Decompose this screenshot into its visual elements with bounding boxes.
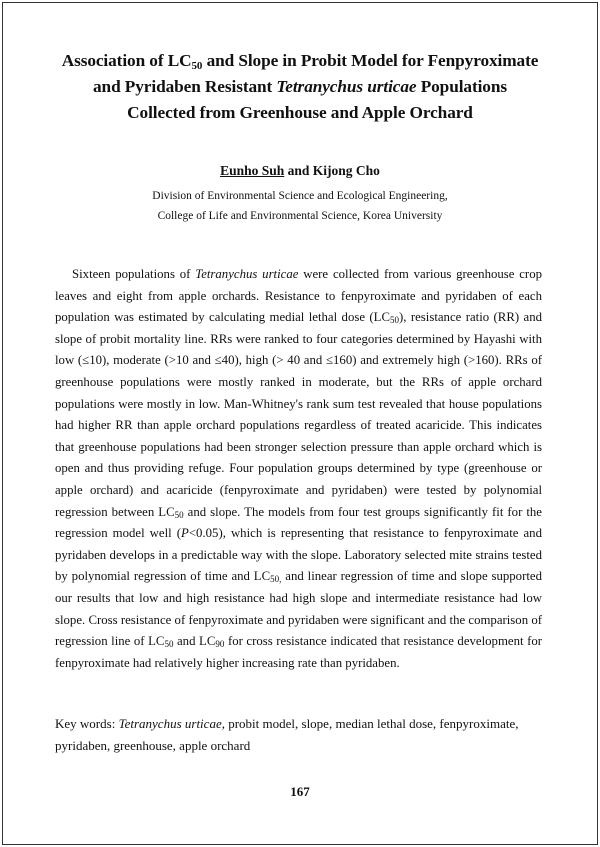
abstract-text: Sixteen populations of [72,267,196,281]
title-text: Association of LC [61,51,192,70]
title-species: Tetranychus urticae [276,77,417,96]
title-text: and Pyridaben Resistant [93,77,277,96]
title-line-3: Collected from Greenhouse and Apple Orchard [127,103,473,122]
title-line-2 [40,74,560,100]
abstract-text: were collected from various greenhouse crop leaves and eight from apple orchards. Resistance to fenpyroximate and pyridaben of each population was estimated by calculating medial lethal dose (LC [55,267,542,325]
abstract-text: and slope. The models from four test groups significantly fit for the regression model well ( [55,504,542,541]
abstract-subscript: 50 [174,509,184,520]
abstract-subscript: 50 [390,315,400,326]
abstract-subscript: 50 [164,639,174,650]
affiliation-line-2: College of Life and Environmental Science, Korea University [157,210,443,222]
abstract-text: for cross resistance indicated that resistance development for fenpyroximate had relatively higher increasing rate than pyridaben. [55,634,543,670]
keywords-species: Tetranychus urticae, [118,716,225,731]
author-joiner: and [284,163,313,178]
title-text: Populations [416,77,507,96]
title-subscript: 50 [191,60,203,72]
affiliation [0,186,600,226]
author-first: Eunho Suh [220,163,285,178]
abstract [55,264,542,674]
paper-title [40,48,560,126]
affiliation-line-1: Division of Environmental Science and Ecological Engineering, [152,190,448,202]
keywords [55,713,542,757]
abstract-text: and linear regression of time and slope supported our results that low and high resistance had high slope and intermediate resistance had low slope. Cross resistance of fenpyroximate and pyridaben were significant and the comparison of regression line of LC [55,569,542,649]
keywords-colon: : [111,716,119,731]
abstract-italic: P [181,526,189,541]
keywords-label: Key words [55,716,112,731]
abstract-text: and LC [173,634,216,649]
abstract-text: <0.05), which is representing that resistance to fenpyroximate and pyridaben develops in a predictable way with the slope. Laboratory selected mite strains tested by polynomial regression of time and LC [55,526,542,584]
page-number: 167 [290,784,310,799]
title-line-1 [40,48,560,74]
abstract-subscript: 90 [215,639,225,650]
abstract-subscript: 50, [270,574,282,585]
abstract-species: Tetranychus urticae [195,267,299,281]
author-second: Kijong Cho [312,163,380,178]
keywords-list: probit model, slope, median lethal dose, fenpyroximate, pyridaben, greenhouse, apple orchard [55,716,519,753]
authors [0,163,600,179]
abstract-text: ), resistance ratio (RR) and slope of probit mortality line. RRs were ranked to four categories determined by Hayashi with low (≤10), moderate (>10 and ≤40), high (> 40 and ≤160) and extremely high (>160). RRs of greenhouse populations were mostly ranked in moderate, but the RRs of apple orchard populations were mostly in low. Man-Whitney's rank sum test revealed that house populations had higher RR than apple orchard populations regardless of treated acaricide. This indicates that greenhouse populations had been stronger selection pressure than apple orchard which is open and thus providing refuge. Four population groups determined by type (greenhouse or apple orchard) and acaricide (fenpyroximate and pyridaben) were tested by polynomial regression between LC [55,310,542,519]
title-text: and Slope in Probit Model for Fenpyroximate [202,51,539,70]
